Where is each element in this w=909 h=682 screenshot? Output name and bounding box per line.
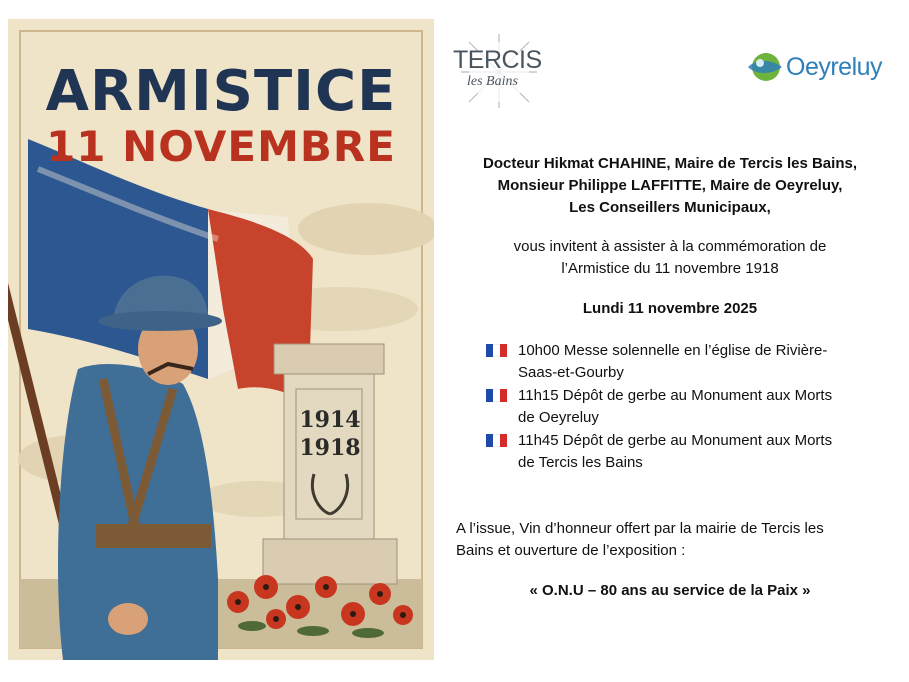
- event-date: Lundi 11 novembre 2025: [582, 300, 758, 317]
- invitation-text: [440, 236, 900, 280]
- event-line: de Tercis les Bains: [518, 454, 643, 471]
- event-line: 11h15 Dépôt de gerbe au Monument aux Morts: [518, 387, 833, 404]
- monument-year-start: 1914: [299, 407, 361, 433]
- poster-date: 11 NOVEMBRE: [46, 122, 396, 171]
- french-flag-icon: [486, 389, 507, 402]
- oeyreluy-logo: [744, 47, 894, 87]
- event-item: [486, 340, 886, 384]
- event-line: de Oeyreluy: [518, 409, 599, 426]
- reception-line: A l’issue, Vin d’honneur offert par la mairie de Tercis les: [456, 520, 824, 537]
- host-line: Les Conseillers Municipaux,: [569, 199, 771, 216]
- armistice-poster: [8, 19, 434, 660]
- french-flag-icon: [486, 344, 507, 357]
- event-line: 10h00 Messe solennelle en l’église de Rivière-: [518, 342, 828, 359]
- event-list: [486, 340, 886, 475]
- event-item: [486, 385, 886, 429]
- host-line: Docteur Hikmat CHAHINE, Maire de Tercis les Bains,: [482, 155, 857, 172]
- host-line: Monsieur Philippe LAFFITTE, Maire de Oeyreluy,: [497, 177, 843, 194]
- monument-year-end: 1918: [299, 435, 361, 461]
- invitation-line: l’Armistice du 11 novembre 1918: [561, 260, 779, 277]
- french-flag-icon: [486, 434, 507, 447]
- tercis-logo-main: TERCIS: [453, 46, 542, 74]
- poster-title: ARMISTICE: [45, 59, 397, 124]
- invitation-line: vous invitent à assister à la commémoration de: [513, 238, 827, 255]
- tercis-logo-sub: les Bains: [467, 74, 518, 89]
- tercis-logo: [449, 28, 549, 112]
- reception-line: Bains et ouverture de l’exposition :: [456, 542, 686, 559]
- event-item: [486, 430, 886, 474]
- event-line: Saas-et-Gourby: [518, 364, 624, 381]
- event-line: 11h45 Dépôt de gerbe au Monument aux Morts: [518, 432, 833, 449]
- reception-text: [456, 518, 900, 562]
- hosts-block: [440, 153, 900, 219]
- exhibition-title: « O.N.U – 80 ans au service de la Paix »: [529, 582, 811, 599]
- oeyreluy-logo-text: Oeyreluy: [786, 53, 883, 81]
- fish-globe-icon: [744, 49, 784, 85]
